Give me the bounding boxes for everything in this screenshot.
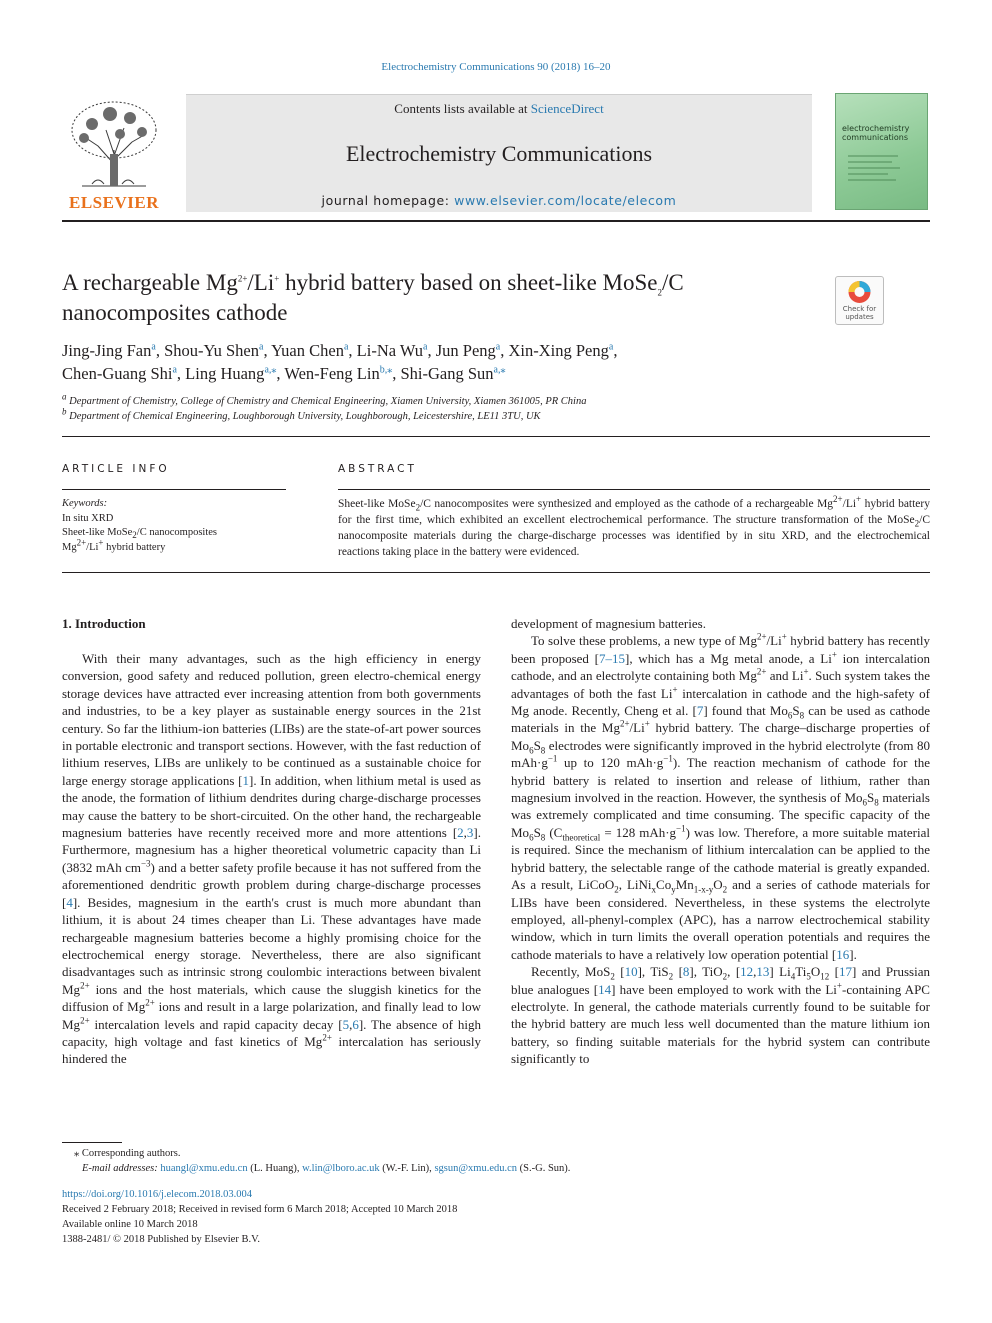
header-rule	[62, 220, 930, 222]
affiliations	[62, 391, 922, 424]
cover-decoration	[848, 152, 908, 192]
article-title: A rechargeable $Mg^{2+}/Li^+$ hybrid battery based on sheet-like MoSe$_2$/C nanocomposites cathode	[62, 270, 684, 325]
citation-link[interactable]: 7–15	[599, 650, 625, 666]
citation-link[interactable]: 17	[838, 964, 852, 980]
citation-link[interactable]: 16	[836, 946, 850, 962]
keyword: $Mg^{2+}/Li^+$ hybrid battery	[62, 537, 166, 553]
author[interactable]: Jing-Jing Fan	[62, 341, 152, 360]
check-for-updates-icon	[836, 277, 883, 307]
journal-reference[interactable]: Electrochemistry Communications 90 (2018) 16–20	[381, 61, 611, 73]
citation-link[interactable]: 13	[756, 964, 770, 980]
affiliation-a: $^a$ Department of Chemistry, College of Chemistry and Chemical Engineering, Xiamen University, Xiamen 361005, PR China	[62, 391, 587, 407]
abstract-heading: ABSTRACT	[338, 463, 417, 475]
author-list: Jing-Jing Fan$^a$, Shou-Yu Shen$^a$, Yuan Chen$^a$, Li-Na Wu$^a$, Jun Peng$^a$, Xin-Xing Peng$^a$, Chen-Guang Shi$^a$, Ling Huang$^{a,⁎}$, Wen-Feng Lin$^{b,⁎}$, Shi-Gang Sun$^{a,⁎}$	[62, 341, 618, 383]
doi-link[interactable]: https://doi.org/10.1016/j.elecom.2018.03.004	[62, 1189, 252, 1200]
citation-link[interactable]: 10	[624, 964, 638, 980]
author[interactable]: Jun Peng	[435, 341, 496, 360]
affiliation-b: $^b$ Department of Chemical Engineering, Loughborough University, Loughborough, Leicestershire, LE11 3TU, UK	[62, 406, 541, 422]
corresponding-note: ⁎ Corresponding authors.	[74, 1148, 181, 1159]
author[interactable]: Wen-Feng Lin	[284, 364, 380, 383]
citation-link[interactable]: 7	[696, 703, 704, 719]
author[interactable]: Li-Na Wu	[356, 341, 424, 360]
email-addresses: E-mail addresses: huangl@xmu.edu.cn (L. Huang), w.lin@lboro.ac.uk (W.-F. Lin), sgsun@xmu.edu.cn (S.-G. Sun).	[82, 1163, 571, 1174]
email-link[interactable]: huangl@xmu.edu.cn	[160, 1163, 248, 1174]
email-link[interactable]: sgsun@xmu.edu.cn	[434, 1163, 518, 1174]
citation-link[interactable]: 8	[682, 964, 690, 980]
citation-link[interactable]: 2	[457, 825, 464, 841]
publisher-name: ELSEVIER	[69, 193, 159, 212]
body-column-left	[62, 650, 481, 1068]
journal-title: Electrochemistry Communications	[345, 141, 653, 166]
citation-link[interactable]: 6	[352, 1016, 359, 1032]
citation-link[interactable]: 5	[342, 1016, 350, 1032]
author[interactable]: Xin-Xing Peng	[508, 341, 609, 360]
publication-info	[62, 1187, 930, 1247]
abstract-bottom-rule	[62, 572, 930, 573]
homepage-line: journal homepage: www.elsevier.com/locate/elecom	[321, 193, 677, 208]
citation-link[interactable]: 1	[242, 772, 249, 788]
citation-link[interactable]: 14	[598, 981, 612, 997]
body-column-right	[511, 615, 930, 1068]
keywords-block: Keywords: In situ XRD Sheet-like MoSe$_2$/C nanocomposites $Mg^{2+}/Li^+$ hybrid battery	[62, 497, 286, 555]
sciencedirect-link[interactable]: ScienceDirect	[530, 101, 604, 116]
footnote-rule	[62, 1142, 122, 1143]
paragraph: Recently, MoS$_2$ [10], TiS$_2$ [8], TiO$_2$, [12,13] $Li_4Ti_5O_{12}$ [17] and Prussian blue analogues [14] have been employed to work with the Li+-containing APC electrolyte. In general, the cathode materials currently found to be suitable for the hybrid battery are much less well documented than the mature lithium ion battery, so finding suitable materials for the hybrid system can contribute significantly to	[511, 964, 930, 1067]
abstract-text: Sheet-like MoSe$_2$/C nanocomposites were synthesized and employed as the cathode of a rechargeable $Mg^{2+}/Li^+$ hybrid battery for the first time, which exhibited an excellent electrochemical performance. The structure transformation of the MoSe$_2$/C nanocomposite materials during the charge-discharge processes was identified by in situ XRD, and the electrochemical reactions taking place in the battery were evidenced.	[338, 494, 930, 558]
paragraph: With their many advantages, such as the high efficiency in energy conversion, good safety and reduced pollution, green electro-chemical energy storage devices have attracted ever increasing attention from both governments and industries, to be a key player as sustainable energy sources in the 21st century. So far the lithium-ion batteries (LIBs) are the state-of-art power sources in portable electronic and transport sections. However, with the fast reduction of lithium reserves, LIBs are unlikely to be continued as a sustainable choice for large energy storage applications [1]. In addition, when lithium metal is used as the anode, the formation of lithium dendrites during charge-discharge processes may cause the battery to be short-circuited. On the other hand, the rechargeable magnesium batteries have recently received more and more attentions [2,3]. Furthermore, magnesium has a higher theoretical volumetric capacity than Li (3832 mAh $cm^{-3}$) and a better safety profile because it has not suffered from the aforementioned dendritic growth problem during charge-discharge processes [4]. Besides, magnesium in the earth's crust is much more abundant than lithium, it is about 24 times cheaper than Li. These advantages have made rechargeable magnesium batteries become a highly promising choice for the electrochemical energy storage. Nevertheless, there are also significant disadvantages such as intrinsic strong coulombic interactions between bivalent $Mg^{2+}$ ions and the host materials, which cause the sluggish kinetics for the diffusion of $Mg^{2+}$ ions and result in a large polarization, and finally lead to low $Mg^{2+}$ intercalation levels and rapid capacity decay [5,6]. The absence of high capacity, high voltage and fast kinetics of $Mg^{2+}$ intercalation has seriously hindered the	[62, 651, 481, 1067]
check-for-updates-badge[interactable]	[835, 276, 884, 325]
email-link[interactable]: w.lin@lboro.ac.uk	[302, 1163, 380, 1174]
citation-link[interactable]: 12	[740, 964, 754, 980]
paragraph: development of magnesium batteries.	[511, 616, 706, 631]
author[interactable]: Shi-Gang Sun	[400, 364, 494, 383]
paragraph: To solve these problems, a new type of $Mg^{2+}/Li^+$ hybrid battery has recently been proposed [7–15], which has a Mg metal anode, a Li+ ion intercalation cathode, and an electrolyte containing both $Mg^{2+}$ and Li+. Such system takes the advantages of both the fast Li+ intercalation in cathode and the high-safety of Mg anode. Recently, Cheng et al. [7] found that $Mo_6S_8$ can be used as cathode materials in the $Mg^{2+}/Li^+$ hybrid battery. The charge–discharge properties of $Mo_6S_8$ electrodes were significantly improved in the hybrid electrolyte (from 80 $mAh\cdot g^{-1}$ up to 120 $mAh\cdot g^{-1}$). The reaction mechanism of cathode for the hybrid battery is related to insertion and release of lithium, rather than magnesium involved in the reaction. However, the synthesis of $Mo_6S_8$ materials was extremely complicated and time consuming. The specific capacity of the $Mo_6S_8$ ($C_{theoretical} = 128$ $mAh\cdot g^{-1}$) was low. Therefore, a more suitable material is required. Since the mechanism of lithium intercalation can be applied to the hybrid battery, the selectable range of the cathode material is greatly expanded. As a result, LiCoO$_2$, $LiNi_xCo_yMn_{1-x-y}O_2$ and a series of cathode materials for LIBs have been considered. Nevertheless, in these systems the electrolyte employed, all-phenyl-complex (APC), has a narrow electrochemical stability window, which in turn limits the overall operation potentials and requires the cathode materials to have a relatively low operation potential [16].	[511, 632, 931, 962]
journal-cover-thumbnail[interactable]	[835, 93, 928, 210]
keyword: In situ XRD	[62, 512, 114, 524]
author[interactable]: Shou-Yu Shen	[164, 341, 259, 360]
copyright: 1388-2481/ © 2018 Published by Elsevier B.V.	[62, 1234, 260, 1245]
received-dates: Received 2 February 2018; Received in revised form 6 March 2018; Accepted 10 March 2018	[62, 1204, 458, 1215]
abstract-rule	[338, 489, 930, 490]
section-heading: 1. Introduction	[62, 616, 146, 631]
keyword: Sheet-like MoSe$_2$/C nanocomposites	[62, 527, 217, 541]
contents-line: Contents lists available at ScienceDirect	[394, 101, 604, 116]
author[interactable]: Chen-Guang Shi	[62, 364, 173, 383]
check-for-updates-label: Check for updates	[842, 305, 877, 321]
article-info-heading: ARTICLE INFO	[62, 463, 170, 475]
footnotes	[62, 1146, 930, 1176]
journal-homepage-link[interactable]: www.elsevier.com/locate/elecom	[454, 193, 677, 208]
author[interactable]: Yuan Chen	[271, 341, 344, 360]
citation-link[interactable]: 3	[466, 825, 474, 841]
article-info-rule	[62, 489, 286, 490]
title-rule	[62, 436, 930, 437]
cover-title: electrochemistry communications	[842, 124, 910, 142]
available-online: Available online 10 March 2018	[62, 1219, 198, 1230]
citation-link[interactable]: 4	[66, 894, 73, 910]
author[interactable]: Ling Huang	[185, 364, 265, 383]
